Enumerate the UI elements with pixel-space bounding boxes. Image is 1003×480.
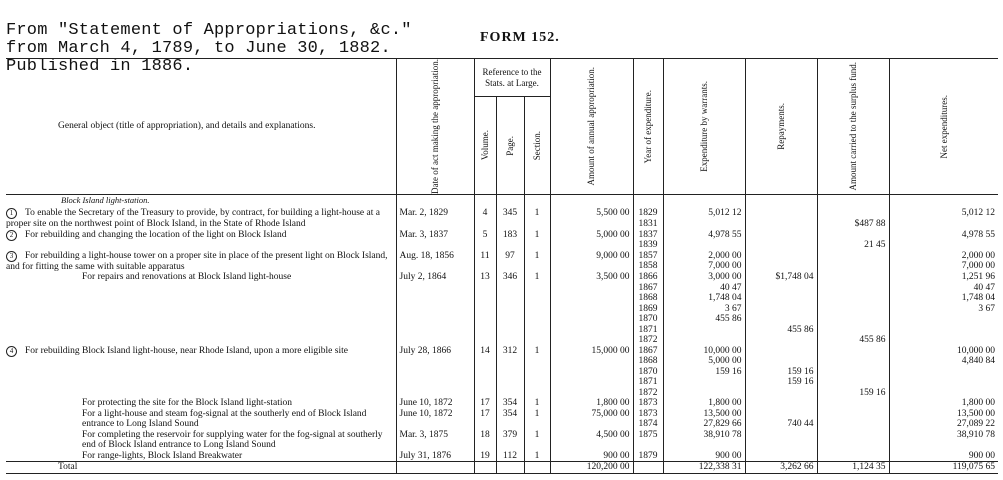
act-date: Mar. 2, 1829: [396, 208, 474, 230]
section: 1: [524, 398, 550, 409]
act-date: Mar. 3, 1837: [396, 230, 474, 251]
appropriation-row: [6, 398, 998, 409]
expenditure-years: 1866 1867 1868 1869 1870 1871 1872: [633, 272, 663, 346]
col-section: Section.: [524, 97, 550, 195]
surplus-fund: [817, 251, 889, 273]
repayments: [745, 230, 817, 251]
surplus-fund: 21 45: [817, 230, 889, 251]
net-expenditures: 10,000 00 4,840 84: [889, 346, 998, 399]
marker-circle: 2: [6, 230, 17, 241]
appropriation-row: [6, 272, 998, 346]
surplus-fund: 159 16: [817, 346, 889, 399]
repayments: [745, 451, 817, 462]
section-heading: Block Island light-station.: [61, 194, 150, 205]
expenditure-years: 1829 1831: [633, 208, 663, 230]
section: 1: [524, 451, 550, 462]
net-expenditures: 38,910 78: [889, 430, 998, 451]
act-date: June 10, 1872: [396, 409, 474, 430]
col-annual-amount: Amount of annual appropriation.: [550, 59, 633, 195]
row-description: For a light-house and steam fog-signal at the southerly end of Block Island entrance to Long Island Sound: [82, 408, 367, 430]
warrants: 2,000 00 7,000 00: [663, 251, 745, 273]
annual-amount: 3,500 00: [550, 272, 633, 346]
surplus-fund: [817, 409, 889, 430]
net-expenditures: 2,000 00 7,000 00: [889, 251, 998, 273]
net-expenditures: 4,978 55: [889, 230, 998, 251]
page: 354: [496, 409, 524, 430]
repayments: 740 44: [745, 409, 817, 430]
col-date-of-act: Date of act making the appropriation.: [396, 59, 474, 195]
warrants: 900 00: [663, 451, 745, 462]
section: 1: [524, 430, 550, 451]
expenditure-years: 1873 1874: [633, 409, 663, 430]
appropriation-row: [6, 251, 998, 273]
net-expenditures: 13,500 00 27,089 22: [889, 409, 998, 430]
expenditure-years: 1875: [633, 430, 663, 451]
appropriation-row: [6, 409, 998, 430]
col-volume: Volume.: [474, 97, 496, 195]
page: 345: [496, 208, 524, 230]
section: 1: [524, 346, 550, 399]
expenditure-years: 1867 1868 1870 1871 1872: [633, 346, 663, 399]
col-page: Page.: [496, 97, 524, 195]
warrants: 10,000 00 5,000 00 159 16: [663, 346, 745, 399]
act-date: July 2, 1864: [396, 272, 474, 346]
row-description: For completing the reservoir for supplying water for the fog-signal at southerly end of Block Island entrance to Long Island Sound: [82, 429, 383, 451]
section: 1: [524, 251, 550, 273]
warrants: 13,500 00 27,829 66: [663, 409, 745, 430]
warrants: 4,978 55: [663, 230, 745, 251]
volume: 17: [474, 398, 496, 409]
surplus-fund: [817, 451, 889, 462]
page: 354: [496, 398, 524, 409]
total-warrants: 122,338 31: [663, 462, 745, 474]
net-expenditures: 5,012 12: [889, 208, 998, 230]
row-description: 3 For rebuilding a light-house tower on a proper site in place of the present light on Block Island, and for fitting the same with suitable apparatus: [6, 250, 388, 272]
section: 1: [524, 230, 550, 251]
total-label: Total: [6, 462, 396, 474]
row-description: 1 To enable the Secretary of the Treasury to provide, by contract, for building a light-house at a proper site on the northwest point of Block Island, in the State of Rhode Island: [6, 208, 380, 230]
volume: 14: [474, 346, 496, 399]
page: 97: [496, 251, 524, 273]
repayments: [745, 208, 817, 230]
total-surplus: 1,124 35: [817, 462, 889, 474]
expenditure-years: 1857 1858: [633, 251, 663, 273]
expenditure-years: 1837 1839: [633, 230, 663, 251]
annual-amount: 1,800 00: [550, 398, 633, 409]
net-expenditures: 1,800 00: [889, 398, 998, 409]
col-surplus: Amount carried to the surplus fund.: [817, 59, 889, 195]
annual-amount: 5,500 00: [550, 208, 633, 230]
surplus-fund: $487 88: [817, 208, 889, 230]
source-line-3: Published in 1886.: [6, 57, 194, 76]
total-repayments: 3,262 66: [745, 462, 817, 474]
repayments: 159 16 159 16: [745, 346, 817, 399]
annual-amount: 900 00: [550, 451, 633, 462]
source-line-2: from March 4, 1789, to June 30, 1882.: [6, 39, 391, 58]
volume: 19: [474, 451, 496, 462]
col-warrants: Expenditure by warrants.: [663, 59, 745, 195]
total-amount: 120,200 00: [550, 462, 633, 474]
appropriation-row: [6, 346, 998, 399]
net-expenditures: 900 00: [889, 451, 998, 462]
annual-amount: 75,000 00: [550, 409, 633, 430]
volume: 13: [474, 272, 496, 346]
annual-amount: 4,500 00: [550, 430, 633, 451]
marker-circle: 3: [6, 251, 17, 262]
col-general-object: General object (title of appropriation), and details and explanations.: [6, 59, 396, 195]
repayments: [745, 430, 817, 451]
col-year: Year of expenditure.: [633, 59, 663, 195]
net-expenditures: 1,251 96 40 47 1,748 04 3 67: [889, 272, 998, 346]
page: 112: [496, 451, 524, 462]
page: 312: [496, 346, 524, 399]
warrants: 38,910 78: [663, 430, 745, 451]
act-date: June 10, 1872: [396, 398, 474, 409]
source-line-1: From "Statement of Appropriations, &c.": [6, 21, 412, 40]
section: 1: [524, 272, 550, 346]
row-description: 2 For rebuilding and changing the location of the light on Block Island: [6, 230, 396, 251]
total-net: 119,075 65: [889, 462, 998, 474]
repayments: [745, 251, 817, 273]
row-description: For repairs and renovations at Block Island light-house: [82, 272, 292, 283]
annual-amount: 9,000 00: [550, 251, 633, 273]
form-title: FORM 152.: [480, 30, 560, 45]
expenditure-years: 1873: [633, 398, 663, 409]
annual-amount: 15,000 00: [550, 346, 633, 399]
appropriation-row: [6, 430, 998, 451]
repayments: $1,748 04 455 86: [745, 272, 817, 346]
row-description: For range-lights, Block Island Breakwater: [82, 450, 243, 461]
expenditure-years: 1879: [633, 451, 663, 462]
act-date: July 31, 1876: [396, 451, 474, 462]
volume: 18: [474, 430, 496, 451]
section: 1: [524, 409, 550, 430]
appropriation-ledger: [6, 58, 998, 474]
appropriation-row: [6, 451, 998, 462]
warrants: 5,012 12: [663, 208, 745, 230]
marker-circle: 4: [6, 346, 17, 357]
page: 183: [496, 230, 524, 251]
volume: 5: [474, 230, 496, 251]
annual-amount: 5,000 00: [550, 230, 633, 251]
volume: 11: [474, 251, 496, 273]
warrants: 3,000 00 40 47 1,748 04 3 67 455 86: [663, 272, 745, 346]
volume: 17: [474, 409, 496, 430]
appropriation-row: [6, 208, 998, 230]
marker-circle: 1: [6, 208, 17, 219]
surplus-fund: [817, 398, 889, 409]
row-description: 4 For rebuilding Block Island light-house, near Rhode Island, upon a more eligible site: [6, 346, 396, 399]
page: 379: [496, 430, 524, 451]
volume: 4: [474, 208, 496, 230]
warrants: 1,800 00: [663, 398, 745, 409]
col-reference: Reference to the Stats. at Large.: [474, 59, 550, 97]
surplus-fund: 455 86: [817, 272, 889, 346]
page: 346: [496, 272, 524, 346]
col-repayments: Repayments.: [745, 59, 817, 195]
act-date: July 28, 1866: [396, 346, 474, 399]
row-description: For protecting the site for the Block Island light-station: [82, 398, 293, 409]
act-date: Mar. 3, 1875: [396, 430, 474, 451]
col-net: Net expenditures.: [889, 59, 998, 195]
act-date: Aug. 18, 1856: [396, 251, 474, 273]
surplus-fund: [817, 430, 889, 451]
appropriation-row: [6, 230, 998, 251]
repayments: [745, 398, 817, 409]
section: 1: [524, 208, 550, 230]
